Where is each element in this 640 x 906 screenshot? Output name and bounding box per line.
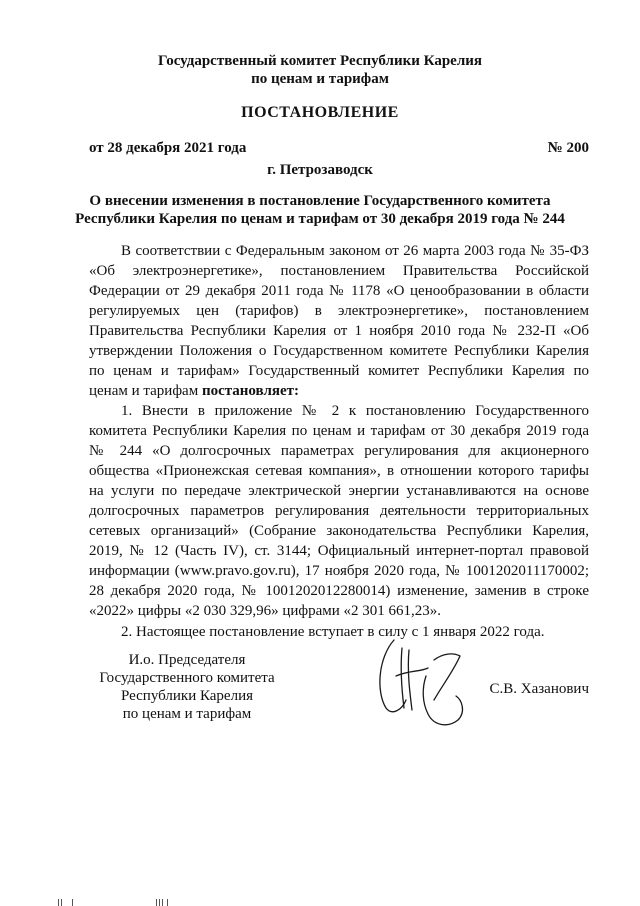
- signatory-position-line: по ценам и тарифам: [122, 706, 252, 722]
- preamble-line: регулируемых цен (тарифов) в электроэнергетике», постановлением: [89, 303, 589, 319]
- item1-line: долгосрочных параметров регулирования деятельности территориальных: [89, 503, 589, 519]
- item1-line: 1. Внести в приложение № 2 к постановлению Государственного: [121, 403, 589, 419]
- item1-line: 2019, № 12 (Часть IV), ст. 3144; Официальный интернет-портал правовой: [89, 543, 589, 559]
- handwritten-signature: [372, 630, 482, 735]
- preamble-last-text: ценам и тарифам: [89, 383, 199, 399]
- item1-line: № 244 «О долгосрочных параметрах регулирования для акционерного: [89, 443, 589, 459]
- org-name-line2: по ценам и тарифам: [251, 71, 389, 87]
- document-city: г. Петрозаводск: [267, 162, 373, 178]
- item1-line: общества «Прионежская сетевая компания», в отношении которого тарифы: [89, 463, 589, 479]
- preamble-last-line: [89, 381, 589, 401]
- preamble-line: утверждении Положения о Государственном комитете Республики Карелия: [89, 343, 589, 359]
- org-name-line1: Государственный комитет Республики Карелия: [158, 53, 482, 69]
- document-type: ПОСТАНОВЛЕНИЕ: [241, 104, 399, 121]
- item1-line: сетевых организаций» (Собрание законодательства Республики Карелия,: [89, 523, 589, 539]
- resolves-word: постановляет: [201, 383, 295, 399]
- signatory-position-line: Государственного комитета: [99, 670, 275, 686]
- signatory-name: С.В. Хазанович: [489, 681, 589, 697]
- document-date: от 28 декабря 2021 года: [89, 140, 247, 156]
- item1-line: 28 декабря 2020 года, № 1001202012280014) изменение, заменив в строке: [89, 583, 589, 599]
- preamble-line: по ценам и тарифам» Государственный комитет Республики Карелия по: [89, 363, 589, 379]
- item2-text: 2. Настоящее постановление вступает в силу с 1 января 2022 года.: [121, 624, 545, 640]
- document-title-line2: Республики Карелия по ценам и тарифам от 30 декабря 2019 года № 244: [75, 211, 565, 227]
- document-number: № 200: [547, 140, 589, 156]
- resolves-colon: :: [294, 383, 300, 399]
- preamble-line: Федерации от 29 декабря 2011 года № 1178 «О ценообразовании в области: [89, 283, 589, 299]
- document-title-line1: О внесении изменения в постановление Государственного комитета: [89, 193, 551, 209]
- item1-line: информации (www.pravo.gov.ru), 17 ноября 2020 года, № 1001202011170002;: [89, 563, 589, 579]
- signatory-position-line: И.о. Председателя: [128, 652, 246, 668]
- item1-line: на услуги по передаче электрической энергии устанавливаются на основе: [89, 483, 589, 499]
- item1-last-line: «2022» цифры «2 030 329,96» цифрами «2 301 661,23».: [89, 603, 442, 619]
- preamble-line: «Об электроэнергетике», постановлением Правительства Российской: [89, 263, 589, 279]
- signatory-position-line: Республики Карелия: [120, 688, 254, 704]
- preamble-line: Правительства Республики Карелия от 1 ноября 2010 года № 232-П «Об: [89, 323, 589, 339]
- preamble-line: В соответствии с Федеральным законом от 26 марта 2003 года № 35-ФЗ: [121, 243, 589, 259]
- item1-line: комитета Республики Карелия по ценам и тарифам от 30 декабря 2019 года: [89, 423, 589, 439]
